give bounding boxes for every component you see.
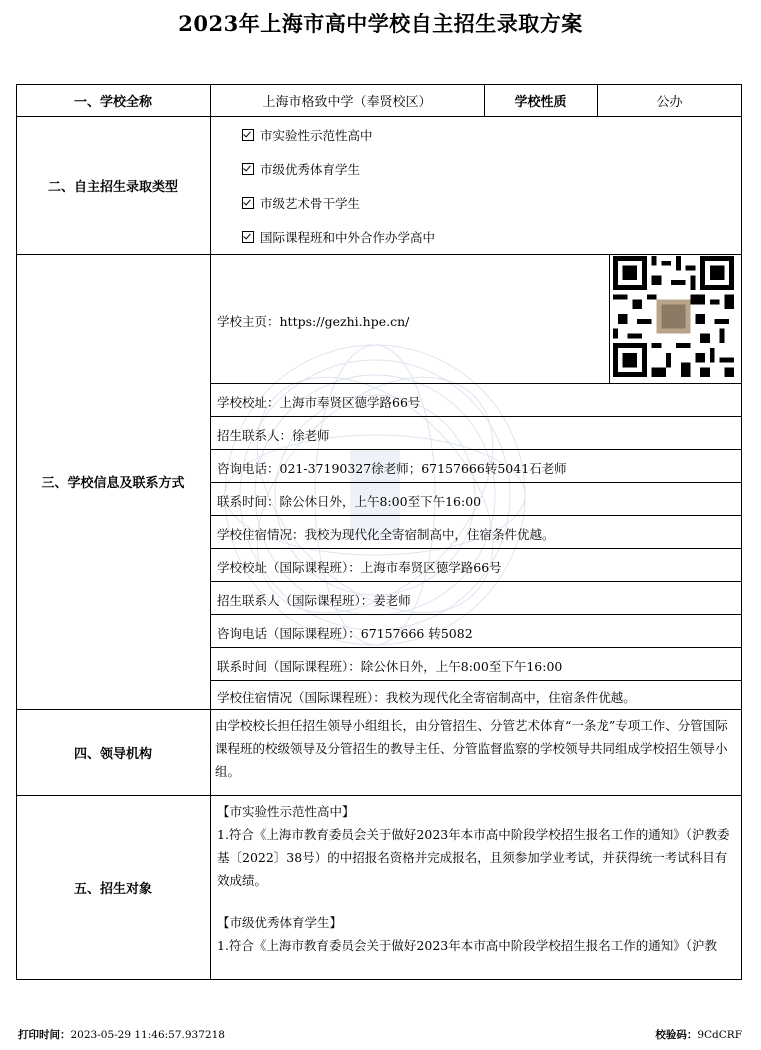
intl-school-address: 学校校址（国际课程班）：上海市奉贤区德学路66号: [217, 560, 502, 575]
intl-contact-hours: 联系时间（国际课程班）：除公休日外，上午8:00至下午16:00: [217, 659, 563, 674]
school-nature-label: 学校性质: [514, 94, 567, 110]
school-name-label: 一、学校全称: [73, 94, 152, 110]
school-name-value: 上海市格致中学（奉贤校区）: [262, 94, 432, 110]
intl-consult-phone: 咨询电话（国际课程班）：67157666 转5082: [217, 626, 473, 641]
admission-type-item: 市级艺术骨干学生: [242, 194, 360, 212]
admission-type-item: 市级优秀体育学生: [242, 160, 360, 178]
category-text-demo-school: 1.符合《上海市教育委员会关于做好2023年本市高中阶段学校招生报名工作的通知》（沪教委基〔2022〕38号）的中招报名资格并完成报名，且须参加学业考试，并获得统一考试科目有效成绩。: [217, 827, 730, 888]
verify-code: 校验码：9CdCRF: [655, 1029, 742, 1041]
leadership-text: 由学校校长担任招生领导小组组长，由分管招生、分管艺术体育“一条龙”专项工作、分管国际课程班的校级领导及分管招生的教导主任、分管监督监察的学校领导共同组成学校招生领导小组。: [215, 718, 728, 779]
admission-type-item: 市实验性示范性高中: [242, 126, 373, 144]
category-heading-sports: 【市级优秀体育学生】: [217, 915, 343, 930]
contact-hours: 联系时间：除公休日外，上午8:00至下午16:00: [217, 494, 482, 509]
school-nature-value: 公办: [656, 94, 683, 110]
checkbox-checked-icon: [242, 129, 254, 141]
admission-type-item: 国际课程班和中外合作办学高中: [242, 228, 435, 246]
checkbox-checked-icon: [242, 231, 254, 243]
admission-types-label: 二、自主招生录取类型: [47, 179, 178, 195]
document-title: 2023年上海市高中学校自主招生录取方案: [178, 11, 583, 36]
school-address: 学校校址：上海市奉贤区德学路66号: [217, 395, 421, 410]
school-info-label: 三、学校信息及联系方式: [41, 476, 185, 491]
intl-accommodation-info: 学校住宿情况（国际课程班）：我校为现代化全寄宿制高中，住宿条件优越。: [217, 690, 636, 705]
consult-phone: 咨询电话：021-37190327徐老师；67157666转5041石老师: [217, 461, 567, 476]
category-text-sports: 1.符合《上海市教育委员会关于做好2023年本市高中阶段学校招生报名工作的通知》（沪教: [217, 938, 717, 953]
enrollment-target-label: 五、招生对象: [73, 882, 152, 897]
print-time: 打印时间：2023-05-29 11:46:57.937218: [18, 1029, 225, 1041]
checkbox-checked-icon: [242, 197, 254, 209]
qr-code-icon: [613, 256, 734, 377]
admission-contact: 招生联系人：徐老师: [217, 428, 330, 443]
checkbox-checked-icon: [242, 163, 254, 175]
school-homepage-link[interactable]: 学校主页：https://gezhi.hpe.cn/: [217, 314, 410, 329]
category-heading-demo-school: 【市实验性示范性高中】: [217, 804, 355, 819]
leadership-label: 四、领导机构: [73, 746, 152, 762]
intl-admission-contact: 招生联系人（国际课程班）：姜老师: [217, 593, 411, 608]
accommodation-info: 学校住宿情况：我校为现代化全寄宿制高中，住宿条件优越。: [217, 527, 555, 542]
